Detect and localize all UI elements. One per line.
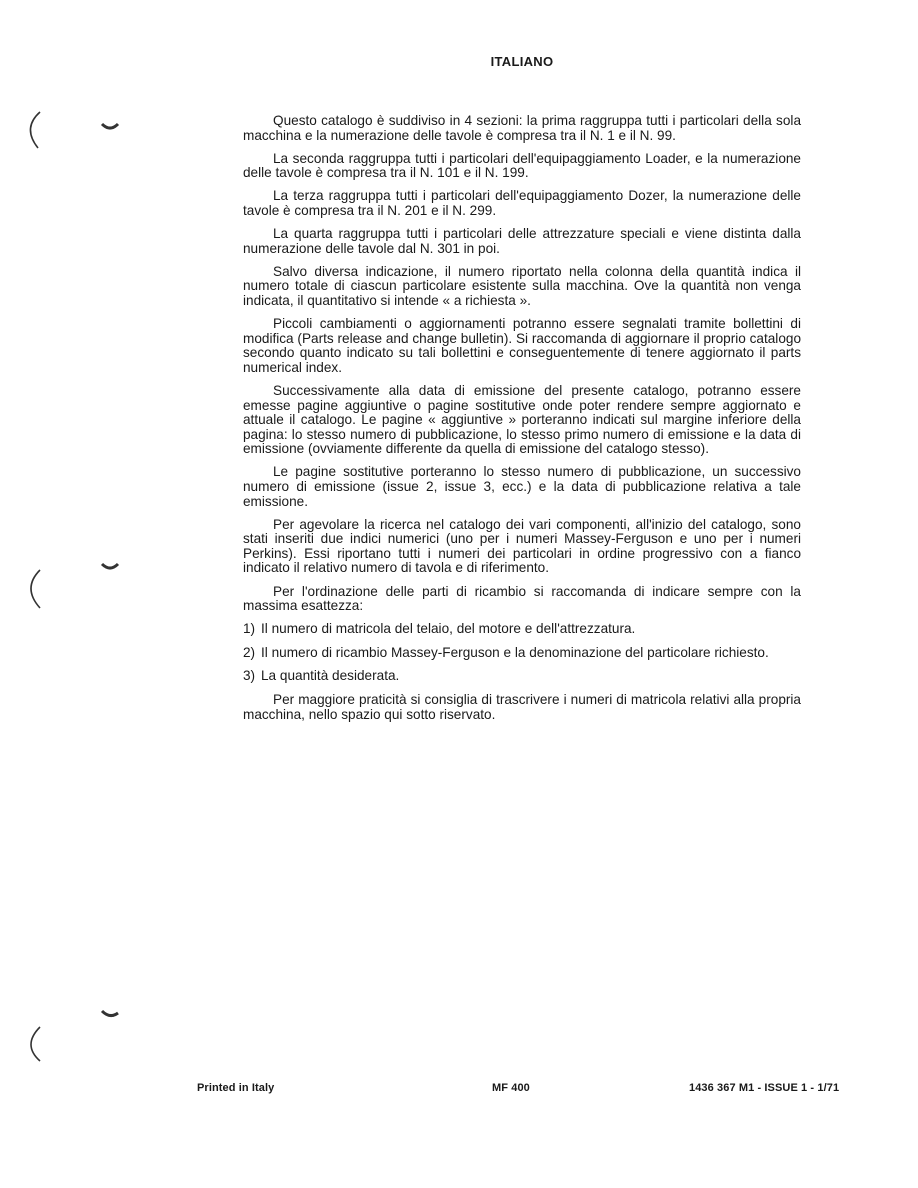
paragraph-special-section: La quarta raggruppa tutti i particolari delle attrezzature speciali e viene distinta dalla numerazione delle tavole dal N. 301 in poi. xyxy=(243,226,801,256)
document-body xyxy=(243,114,801,731)
paragraph-numerical-indexes: Per agevolare la ricerca nel catalogo dei vari componenti, all'inizio del catalogo, sono stati inseriti due indici numerici (uno per i numeri Massey-Ferguson e uno per i numeri Perkins). Essi riportano tutti i numeri dei particolari in ordine progressivo con a fianco indicato il relativo numero di tavola e di riferimento. xyxy=(243,516,801,576)
list-item-number: 1) xyxy=(243,621,256,637)
list-item-text: Il numero di matricola del telaio, del motore e dell'attrezzatura. xyxy=(261,621,636,637)
list-item xyxy=(243,669,801,684)
paragraph-replacement-pages: Le pagine sostitutive porteranno lo stesso numero di pubblicazione, un successivo numero di emissione (issue 2, issue 3, ecc.) e la data di pubblicazione relativa a tale emissione. xyxy=(243,464,801,509)
footer-model: MF 400 xyxy=(492,1082,530,1094)
page-title: ITALIANO xyxy=(490,54,554,69)
list-item-text: La quantità desiderata. xyxy=(261,668,400,684)
list-item xyxy=(243,622,801,637)
footer-publication-number: 1436 367 M1 - ISSUE 1 - 1/71 xyxy=(689,1082,840,1094)
list-item-text: Il numero di ricambio Massey-Ferguson e la denominazione del particolare richiesto. xyxy=(261,644,769,660)
paragraph-additional-pages: Successivamente alla data di emissione del presente catalogo, potranno essere emesse pagine aggiuntive o pagine sostitutive onde poter rendere sempre aggiornato e attuale il catalogo. Le pagine « aggiuntive » porteranno indicati sul margine inferiore della pagina: lo stesso numero di pubblicazione, lo stesso primo numero di emissione e la data di emissione (ovviamente differente da quella di emissione del catalogo stesso). xyxy=(243,382,801,457)
binder-hole-mark xyxy=(18,108,128,154)
paragraph-ordering-intro: Per l'ordinazione delle parti di ricambio si raccomanda di indicare sempre con la massima esattezza: xyxy=(243,583,801,614)
paragraph-sections-intro: Questo catalogo è suddiviso in 4 sezioni: la prima raggruppa tutti i particolari della sola macchina e la numerazione delle tavole è compresa tra il N. 1 e il N. 99. xyxy=(243,113,801,143)
paragraph-closing: Per maggiore praticità si consiglia di trascrivere i numeri di matricola relativi alla propria macchina, nello spazio qui sotto riservato. xyxy=(243,692,801,722)
list-item-number: 2) xyxy=(243,644,256,660)
footer-printed-in: Printed in Italy xyxy=(197,1082,275,1094)
list-item xyxy=(243,646,801,661)
list-item-number: 3) xyxy=(243,668,256,684)
paragraph-loader-section: La seconda raggruppa tutti i particolari dell'equipaggiamento Loader, e la numerazione delle tavole è compresa tra il N. 101 e il N. 199. xyxy=(243,150,801,181)
paragraph-quantity-note: Salvo diversa indicazione, il numero riportato nella colonna della quantità indica il numero totale di ciascun particolare esistente sulla macchina. Ove la quantità non venga indicata, il quantitativo si intende « a richiesta ». xyxy=(243,263,801,308)
binder-hole-mark xyxy=(18,1005,128,1063)
paragraph-dozer-section: La terza raggruppa tutti i particolari dell'equipaggiamento Dozer, la numerazione delle tavole è compresa tra il N. 201 e il N. 299. xyxy=(243,188,801,218)
paragraph-bulletins: Piccoli cambiamenti o aggiornamenti potranno essere segnalati tramite bollettini di modifica (Parts release and change bulletin). Si raccomanda di aggiornare il proprio catalogo secondo quanto indicato su tali bollettini e conseguentemente di tenere aggiornato il parts numerical index. xyxy=(243,316,801,375)
binder-hole-mark xyxy=(18,560,128,610)
